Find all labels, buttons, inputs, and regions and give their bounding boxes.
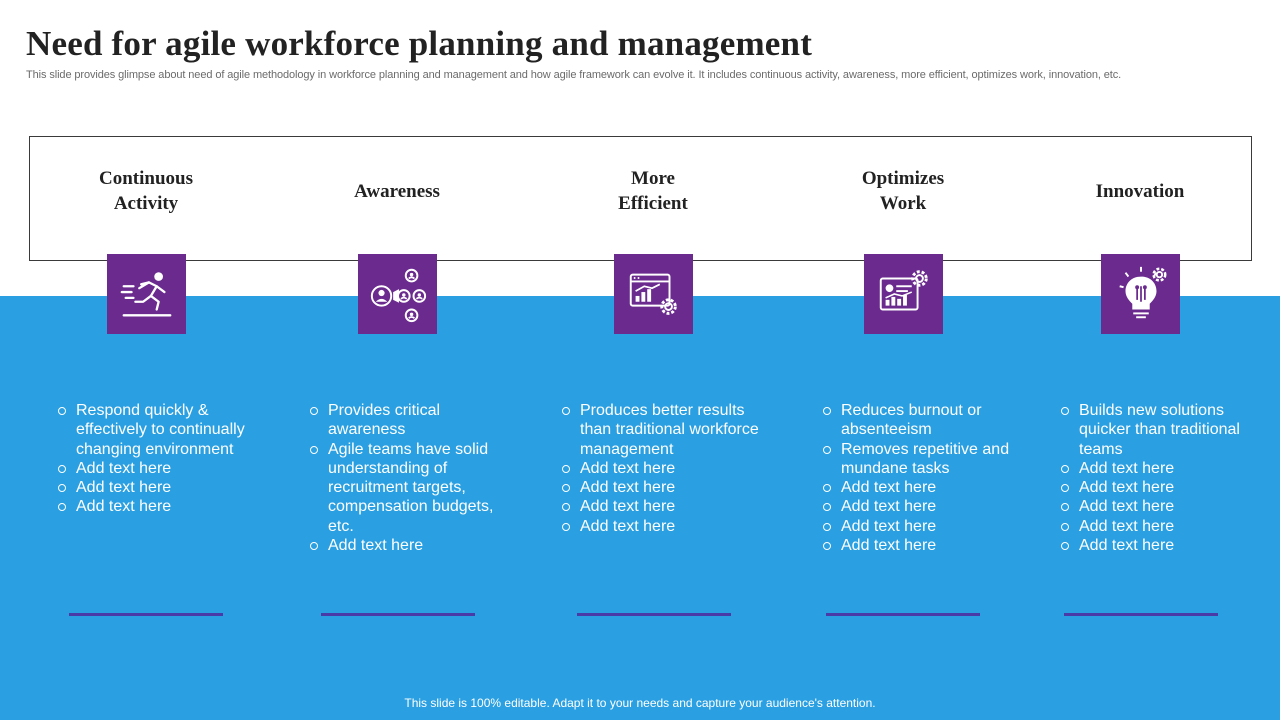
bullet-list-optimizes-work bbox=[822, 401, 1012, 555]
list-item: Add text here bbox=[561, 478, 766, 497]
list-item: Add text here bbox=[822, 536, 1012, 555]
footer-note: This slide is 100% editable. Adapt it to your needs and capture your audience's attention. bbox=[404, 696, 876, 710]
list-item: Add text here bbox=[1060, 478, 1250, 497]
column-title-innovation bbox=[1050, 163, 1230, 219]
list-item: Add text here bbox=[57, 478, 247, 497]
column-underline bbox=[826, 613, 980, 616]
list-item: Add text here bbox=[822, 517, 1012, 536]
list-item: Add text here bbox=[822, 497, 1012, 516]
running-person-icon bbox=[116, 263, 178, 325]
column-title-line: More bbox=[631, 168, 675, 189]
column-underline bbox=[321, 613, 475, 616]
column-title-line: Innovation bbox=[1095, 180, 1185, 202]
list-item: Agile teams have solid understanding of recruitment targets, compensation budgets, etc. bbox=[309, 440, 499, 536]
icon-box-continuous-activity bbox=[107, 254, 186, 334]
bullet-list-awareness bbox=[309, 401, 499, 555]
list-item: Removes repetitive and mundane tasks bbox=[822, 440, 1012, 479]
list-item: Add text here bbox=[561, 517, 766, 536]
bullet-list-more-efficient bbox=[561, 401, 766, 536]
column-title-line: Activity bbox=[113, 193, 179, 214]
slide-title: Need for agile workforce planning and management bbox=[26, 24, 813, 63]
column-underline bbox=[1064, 613, 1218, 616]
chart-gear-icon bbox=[623, 263, 685, 325]
icon-box-innovation bbox=[1101, 254, 1180, 334]
list-item: Provides critical awareness bbox=[309, 401, 499, 440]
list-item: Add text here bbox=[309, 536, 499, 555]
people-network-icon bbox=[367, 263, 429, 325]
list-item: Add text here bbox=[1060, 536, 1250, 555]
list-item: Add text here bbox=[57, 497, 247, 516]
list-item: Builds new solutions quicker than traditional teams bbox=[1060, 401, 1250, 459]
list-item: Add text here bbox=[57, 459, 247, 478]
column-title-line: Continuous bbox=[99, 168, 193, 189]
column-title-line: Awareness bbox=[354, 180, 440, 202]
icon-box-optimizes-work bbox=[864, 254, 943, 334]
column-title-line: Optimizes bbox=[861, 168, 945, 189]
column-title-more-efficient bbox=[563, 163, 743, 219]
column-underline bbox=[577, 613, 731, 616]
list-item: Respond quickly & effectively to continually changing environment bbox=[57, 401, 247, 459]
dashboard-gear-icon bbox=[873, 263, 935, 325]
list-item: Produces better results than traditional workforce management bbox=[561, 401, 766, 459]
icon-box-more-efficient bbox=[614, 254, 693, 334]
list-item: Add text here bbox=[1060, 459, 1250, 478]
list-item: Add text here bbox=[822, 478, 1012, 497]
list-item: Add text here bbox=[1060, 497, 1250, 516]
lightbulb-gear-icon bbox=[1110, 263, 1172, 325]
column-title-line: Work bbox=[879, 193, 927, 214]
list-item: Add text here bbox=[1060, 517, 1250, 536]
bullet-list-continuous-activity bbox=[57, 401, 247, 517]
slide-subtitle: This slide provides glimpse about need of agile methodology in workforce planning and management and how agile framework can evolve it. It includes continuous activity, awareness, more efficient, optimizes work, innovation, etc. bbox=[26, 69, 1122, 81]
list-item: Reduces burnout or absenteeism bbox=[822, 401, 1012, 440]
column-underline bbox=[69, 613, 223, 616]
bullet-list-innovation bbox=[1060, 401, 1250, 555]
column-title-optimizes-work bbox=[813, 163, 993, 219]
list-item: Add text here bbox=[561, 459, 766, 478]
icon-box-awareness bbox=[358, 254, 437, 334]
column-title-line: Efficient bbox=[618, 193, 688, 214]
column-title-awareness bbox=[307, 163, 487, 219]
list-item: Add text here bbox=[561, 497, 766, 516]
column-title-continuous-activity bbox=[56, 163, 236, 219]
